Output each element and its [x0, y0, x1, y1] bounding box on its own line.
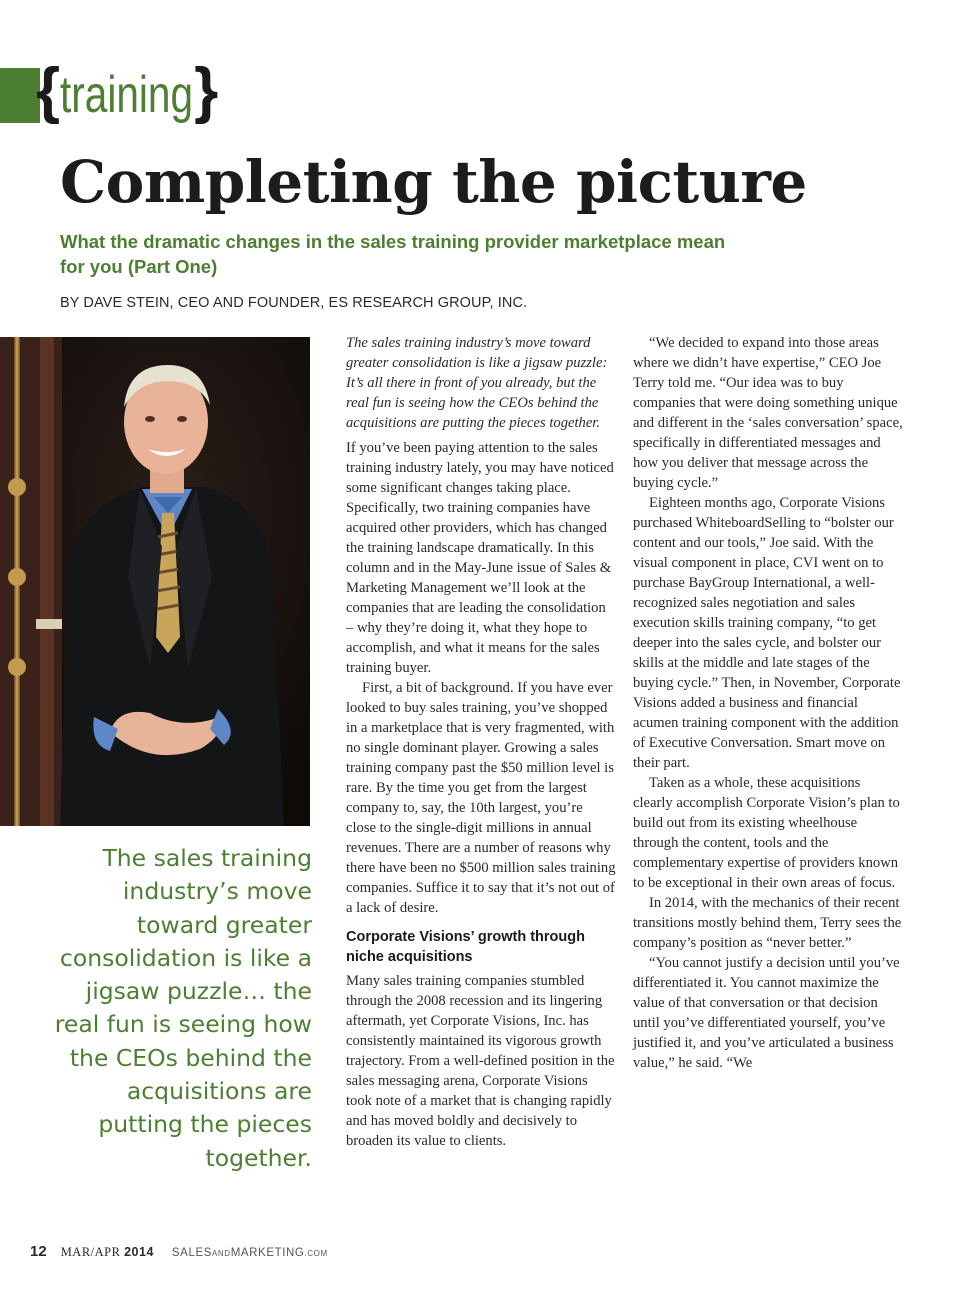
article-dek: What the dramatic changes in the sales training provider marketplace mean for you (Part One)	[60, 231, 726, 277]
site-tld: .COM	[304, 1249, 328, 1258]
issue-year: 2014	[124, 1245, 154, 1259]
article-subhead: Corporate Visions’ growth through niche acquisitions	[346, 929, 585, 965]
website-name	[172, 1247, 328, 1259]
body-paragraph-7: In 2014, with the mechanics of their recent transitions mostly behind them, Terry sees the company’s position as “never better.”	[633, 895, 902, 951]
article-column-1	[346, 333, 616, 1151]
body-paragraph-4: “We decided to expand into those areas where we didn’t have expertise,” CEO Joe Terry told me. “Our idea was to buy companies that were doing something unique and different in the ‘sales conversation’ space, specifically in differentiated messages and how you deliver that message across the buying cycle.”	[633, 335, 903, 491]
section-label-text: training	[60, 66, 194, 124]
author-photo	[0, 337, 310, 826]
section-open-brace: {	[36, 56, 61, 125]
section-close-brace: }	[194, 56, 219, 125]
site-part-1: SALES	[171, 1247, 212, 1259]
section-label	[36, 56, 219, 128]
body-paragraph-2: First, a bit of background. If you have ever looked to buy sales training, you’ve shopped in a marketplace that is very fragmented, with no single dominant player. Growing a sales training company past the $50 million level is rare. By the time you get from the largest company to, say, the 10th largest, you’re close to the single-digit millions in annual revenues. There are a number of reasons why there have been no $500 million sales training companies. Suffice it to say that it’s not out of a lack of desire.	[346, 680, 616, 916]
page-footer	[30, 1243, 328, 1260]
article-title: Completing the picture	[60, 148, 807, 216]
body-paragraph-8: “You cannot justify a decision until you’ve differentiated it. You cannot maximize the value of that conversation or that decision until you’ve differentiated yourself, you’ve justified it, and you’ve articulated a business value,” he said. “We	[633, 955, 900, 1071]
body-paragraph-5: Eighteen months ago, Corporate Visions purchased WhiteboardSelling to “bolster our content and our tools,” Joe said. With the visual component in place, CVI went on to purchase BayGroup International, a well-recognized sales negotiation and sales execution skills training company, “to get deeper into the sales cycle, and bolster our skills at the middle and late stages of the buying cycle.” Then, in November, Corporate Visions added a business and financial acumen training component with the addition of Executive Conversation. Smart move on their part.	[633, 495, 901, 771]
site-part-2: MARKETING	[230, 1247, 305, 1259]
author-portrait-illustration	[0, 337, 310, 826]
article-byline: BY DAVE STEIN, CEO AND FOUNDER, ES RESEARCH GROUP, INC.	[60, 295, 528, 311]
issue-month: MAR/APR	[60, 1245, 121, 1259]
body-paragraph-6: Taken as a whole, these acquisitions clearly accomplish Corporate Vision’s plan to build out from its existing wheelhouse through the content, tools and the complementary expertise of providers known to be exceptional in their own areas of focus.	[633, 775, 900, 891]
body-paragraph-3: Many sales training companies stumbled through the 2008 recession and its lingering aftermath, yet Corporate Visions, Inc. has consistently maintained its vigorous growth trajectory. From a well-defined position in the sales messaging arena, Corporate Visions took note of a market that is changing rapidly and has moved boldly and decisively to broaden its value to clients.	[346, 973, 615, 1149]
pull-quote: The sales training industry’s move toward greater consolidation is like a jigsaw puzzle… the real fun is seeing how the CEOs behind the acquisitions are putting the pieces together.	[54, 844, 312, 1172]
page-number: 12	[30, 1243, 47, 1260]
issue-date	[61, 1245, 154, 1260]
site-small: AND	[211, 1249, 231, 1258]
article-column-2	[633, 333, 903, 1073]
section-color-tab	[0, 68, 40, 123]
body-paragraph-1: If you’ve been paying attention to the sales training industry lately, you may have noticed some significant changes taking place. Specifically, two training companies have acquired other providers, which has changed the training landscape dramatically. In this column and in the May-June issue of Sales & Marketing Management we’ll look at the companies that are leading the consolidation – why they’re doing it, what they hope to accomplish, and what it means for the sales training buyer.	[346, 440, 614, 676]
article-intro: The sales training industry’s move toward greater consolidation is like a jigsaw puzzle: It’s all there in front of you already, but the real fun is seeing how the CEOs behind the acquisitions are putting the pieces together.	[346, 335, 608, 431]
